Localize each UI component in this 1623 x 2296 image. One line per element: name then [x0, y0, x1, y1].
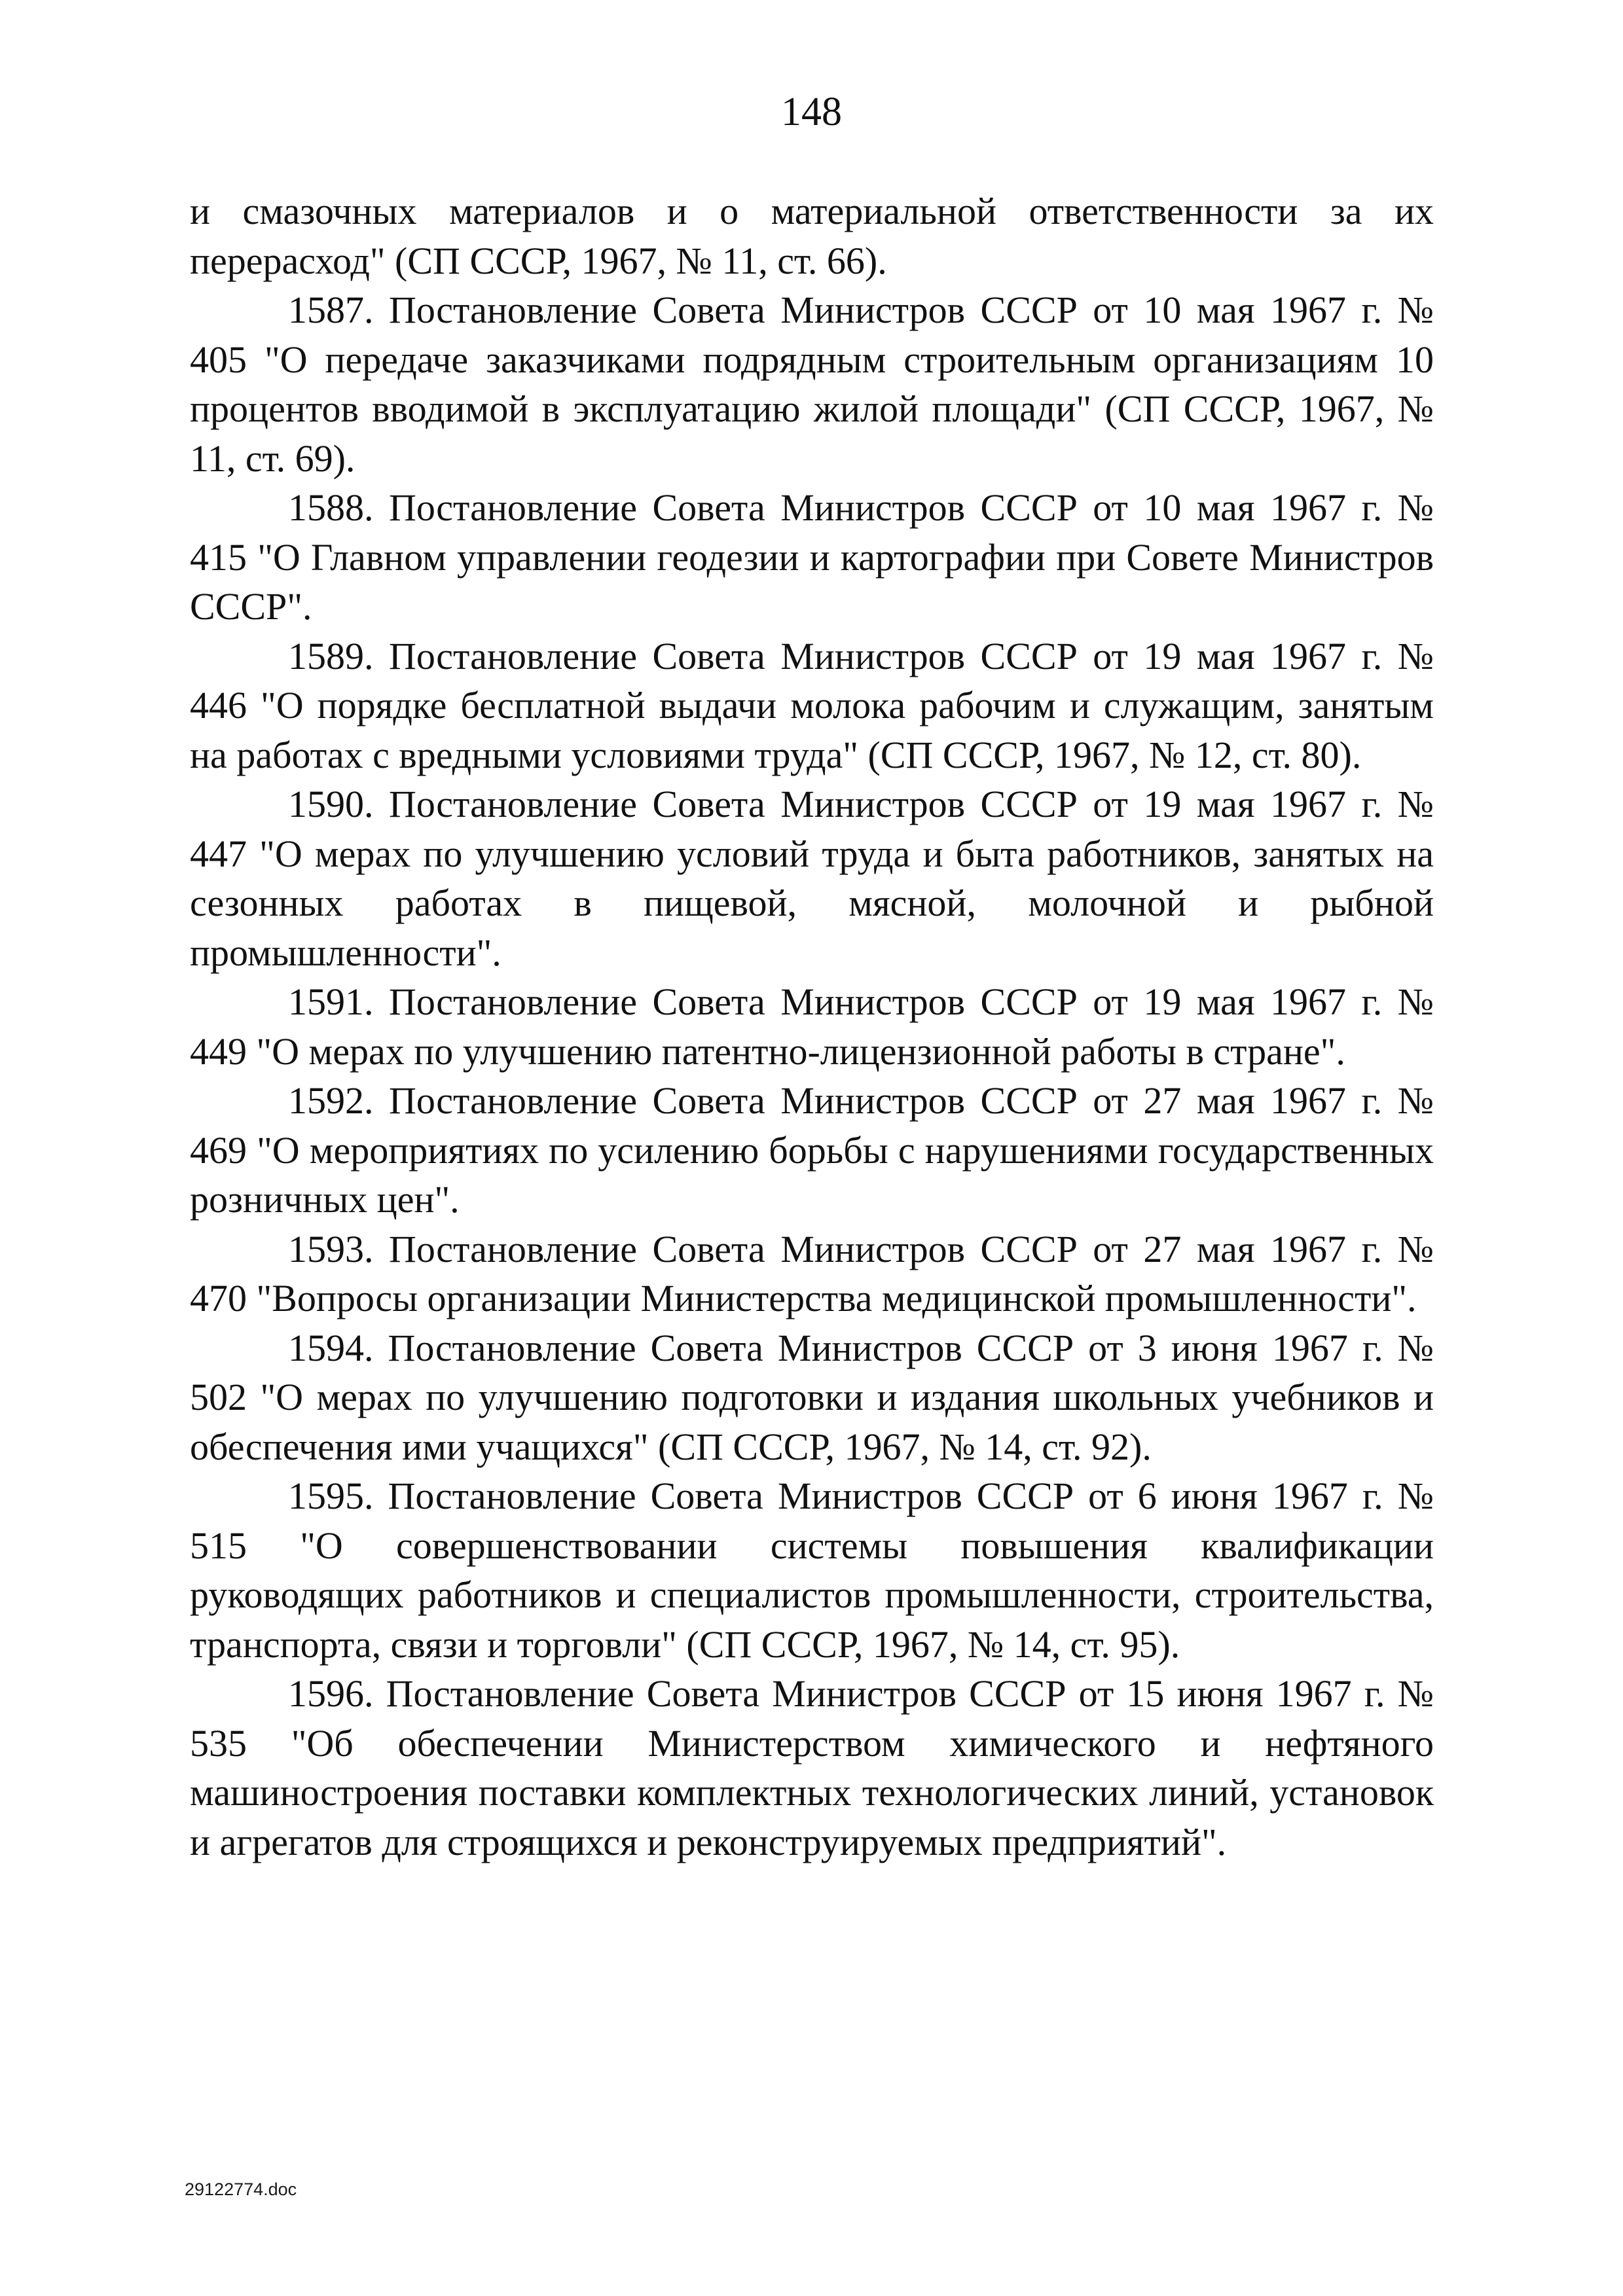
entry-1595: 1595. Постановление Совета Министров СССР от 6 июня 1967 г. № 515 "О совершенствовании системы повышения квалификации руководящих работников и специалистов промышленности, строительства, транспорта, связи и торговли" (СП СССР, 1967, № 14, ст. 95).	[190, 1475, 1434, 1666]
entry-1593: 1593. Постановление Совета Министров СССР от 27 мая 1967 г. № 470 "Вопросы организации Министерства медицинской промышленности".	[190, 1227, 1434, 1319]
document-body	[190, 187, 1434, 1867]
document-file-id: 29122774.doc	[185, 2179, 297, 2199]
entry-1594: 1594. Постановление Совета Министров СССР от 3 июня 1967 г. № 502 "О мерах по улучшению подготовки и издания школьных учебников и обеспечения ими учащихся" (СП СССР, 1967, № 14, ст. 92).	[190, 1326, 1434, 1468]
entry-1592: 1592. Постановление Совета Министров СССР от 27 мая 1967 г. № 469 "О мероприятиях по усилению борьбы с нарушениями государственных розничных цен".	[190, 1079, 1434, 1221]
entry-1590: 1590. Постановление Совета Министров СССР от 19 мая 1967 г. № 447 "О мерах по улучшению условий труда и быта работников, занятых на сезонных работах в пищевой, мясной, молочной и рыбной промышленности".	[190, 783, 1434, 974]
entry-1587: 1587. Постановление Совета Министров СССР от 10 мая 1967 г. № 405 "О передаче заказчиками подрядным строительным организациям 10 процентов вводимой в эксплуатацию жилой площади" (СП СССР, 1967, № 11, ст. 69).	[190, 289, 1434, 480]
entry-1589: 1589. Постановление Совета Министров СССР от 19 мая 1967 г. № 446 "О порядке бесплатной выдачи молока рабочим и служащим, занятым на работах с вредными условиями труда" (СП СССР, 1967, № 12, ст. 80).	[190, 634, 1434, 776]
page-number: 148	[781, 90, 842, 134]
entry-1591: 1591. Постановление Совета Министров СССР от 19 мая 1967 г. № 449 "О мерах по улучшению патентно-лицензионной работы в стране".	[190, 980, 1434, 1073]
entry-1588: 1588. Постановление Совета Министров СССР от 10 мая 1967 г. № 415 "О Главном управлении геодезии и картографии при Совете Министров СССР".	[190, 486, 1434, 628]
entry-1596: 1596. Постановление Совета Министров СССР от 15 июня 1967 г. № 535 "Об обеспечении Министерством химического и нефтяного машиностроения поставки комплектных технологических линий, установок и агрегатов для строящихся и реконструируемых предприятий".	[190, 1672, 1434, 1863]
continuation-paragraph: и смазочных материалов и о материальной ответственности за их перерасход" (СП СССР, 1967, № 11, ст. 66).	[190, 190, 1434, 282]
